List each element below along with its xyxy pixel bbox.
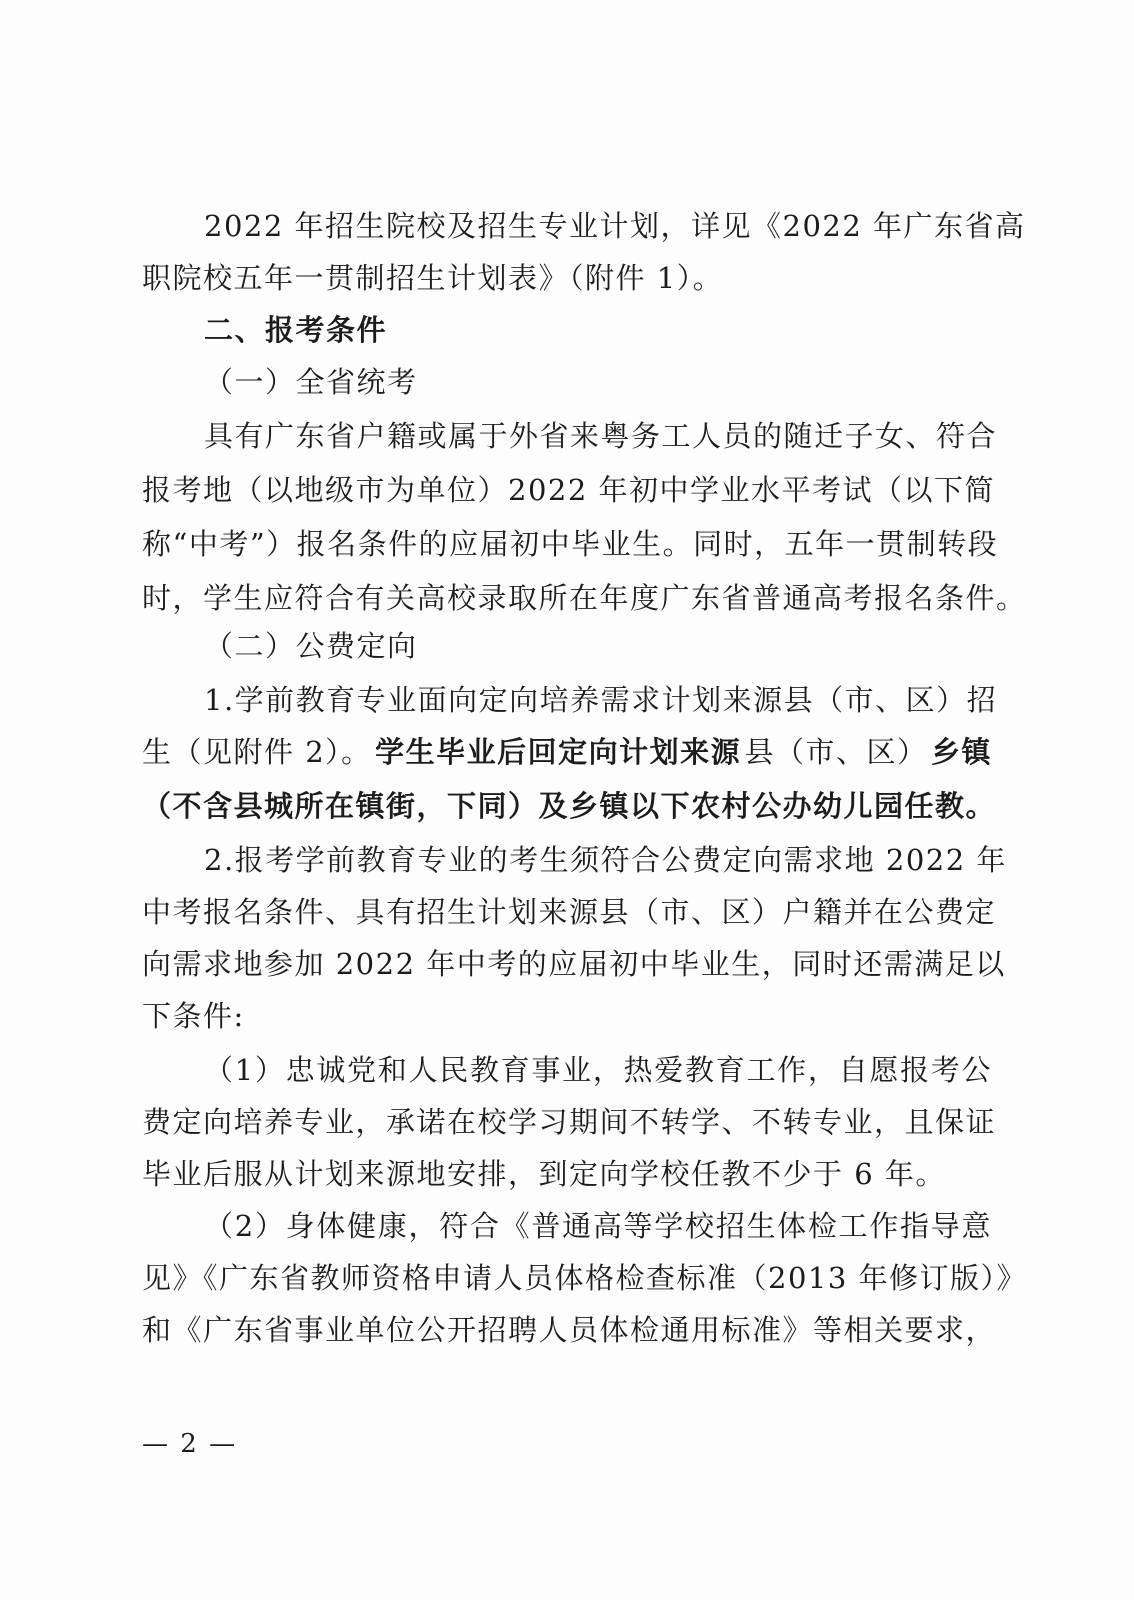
subsection-heading: （一）全省统考 [204,365,418,399]
body-text-line: 下条件: [142,999,245,1033]
section-heading: 二、报考条件 [204,313,388,347]
body-text-line: 报考地（以地级市为单位）2022 年初中学业水平考试（以下简 [142,473,996,507]
page-number: — 2 — [142,1429,238,1459]
subsection-heading: （二）公费定向 [204,629,418,663]
body-text-line: 职院校五年一贯制招生计划表》（附件 1）。 [142,261,724,295]
emphasis-text: 乡镇 [930,735,992,769]
body-text-line: 向需求地参加 2022 年中考的应届初中毕业生，同时还需满足以 [142,947,1006,981]
body-text-line: 和《广东省事业单位公开招聘人员体检通用标准》等相关要求， [142,1313,997,1347]
body-text-line: 中考报名条件、具有招生计划来源县（市、区）户籍并在公费定 [142,895,997,929]
body-text-line: 1.学前教育专业面向定向培养需求计划来源县（市、区）招 [204,683,998,717]
body-text-line-mixed [142,726,992,778]
body-text-line: 毕业后服从计划来源地安排，到定向学校任教不少于 6 年。 [142,1157,946,1191]
body-text-line: 具有广东省户籍或属于外省来粤务工人员的随迁子女、符合 [204,419,998,453]
body-text-line: 费定向培养专业，承诺在校学习期间不转学、不转专业，且保证 [142,1105,997,1139]
body-text-line: 2022 年招生院校及招生专业计划，详见《2022 年广东省高 [204,209,1026,243]
body-text-line: 见》《广东省教师资格申请人员体格检查标准（2013 年修订版）》 [142,1261,1028,1295]
body-text-line: 时，学生应符合有关高校录取所在年度广东省普通高考报名条件。 [142,581,1027,615]
body-text-line: （1）忠诚党和人民教育事业，热爱教育工作，自愿报考公 [204,1053,992,1087]
body-text-fragment: 县（市、区） [744,735,928,769]
emphasis-text-line: （不含县城所在镇街，下同）及乡镇以下农村公办幼儿园任教。 [142,789,997,823]
body-text-line: （2）身体健康，符合《普通高等学校招生体检工作指导意 [204,1209,992,1243]
body-text-fragment: 生（见附件 2）。 [142,735,372,769]
body-text-line: 2.报考学前教育专业的考生须符合公费定向需求地 2022 年 [204,843,1007,877]
emphasis-text: 学生毕业后回定向计划来源 [375,735,742,769]
body-text-line: 称“中考”）报名条件的应届初中毕业生。同时，五年一贯制转段 [142,527,999,561]
